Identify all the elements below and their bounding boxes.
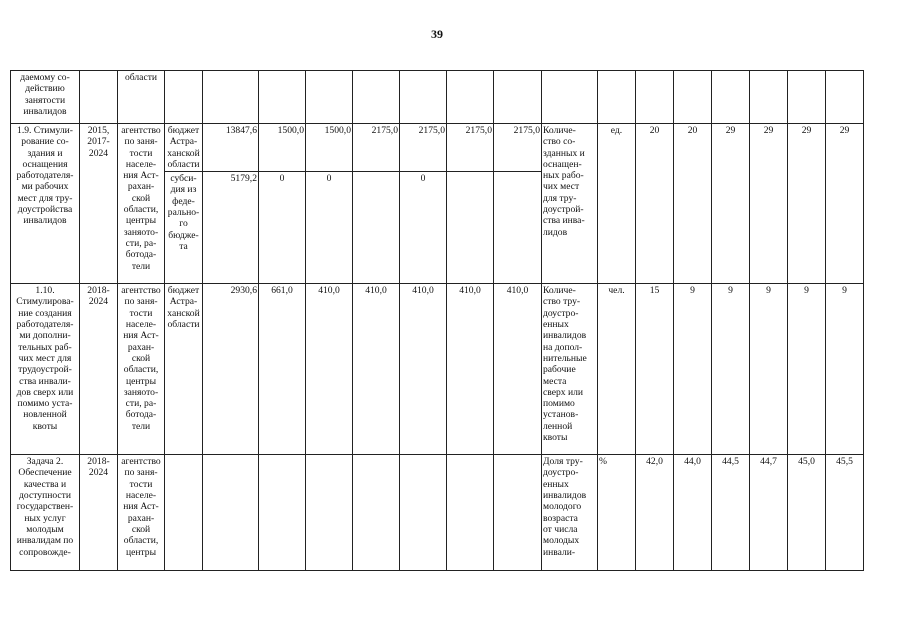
- unit-cell: чел.: [598, 284, 636, 455]
- amount-cell: [494, 172, 542, 284]
- executor-cell: агентство по заня- тости населе- ния Аст- рахан- ской области, центры: [118, 455, 165, 571]
- amount-cell: [203, 455, 259, 571]
- amount-cell: 2175,0: [400, 124, 447, 172]
- amount-cell: 2175,0: [447, 124, 494, 172]
- amount-cell: 13847,6: [203, 124, 259, 172]
- amount-cell: [447, 455, 494, 571]
- funding-source-cell: бюджет Астра- ханской области: [165, 124, 203, 172]
- program-table: [10, 70, 864, 571]
- years-cell: 2015, 2017- 2024: [80, 124, 118, 284]
- amount-cell: 0: [259, 172, 306, 284]
- target-cell: 9: [826, 284, 864, 455]
- table-row: [11, 455, 864, 571]
- measure-name-cell: 1.9. Стимули- рование со- здания и оснащения работодателя- ми рабочих мест для тру- доустройства инвалидов: [11, 124, 80, 284]
- amount-cell: 410,0: [447, 284, 494, 455]
- empty-cell: [750, 71, 788, 124]
- years-cell: 2018- 2024: [80, 455, 118, 571]
- target-cell: 45,5: [826, 455, 864, 571]
- empty-cell: [165, 71, 203, 124]
- target-cell: 9: [674, 284, 712, 455]
- amount-cell: 661,0: [259, 284, 306, 455]
- funding-source-cell: бюджет Астра- ханской области: [165, 284, 203, 455]
- table-row: [11, 284, 864, 455]
- amount-cell: 0: [400, 172, 447, 284]
- target-cell: 29: [712, 124, 750, 284]
- empty-cell: [674, 71, 712, 124]
- executor-cell: агентство по заня- тости населе- ния Аст- рахан- ской области, центры заняото- сти, ра- ботода- тели: [118, 124, 165, 284]
- target-cell: 29: [750, 124, 788, 284]
- empty-cell: [203, 71, 259, 124]
- years-cell: [80, 71, 118, 124]
- amount-cell: [400, 455, 447, 571]
- funding-source-cell: субси- дия из феде- рально- го бюдже- та: [165, 172, 203, 284]
- empty-cell: [598, 71, 636, 124]
- target-cell: 15: [636, 284, 674, 455]
- target-cell: 29: [788, 124, 826, 284]
- empty-cell: [712, 71, 750, 124]
- amount-cell: 410,0: [306, 284, 353, 455]
- amount-cell: 1500,0: [306, 124, 353, 172]
- empty-cell: [788, 71, 826, 124]
- amount-cell: 410,0: [400, 284, 447, 455]
- target-cell: 20: [674, 124, 712, 284]
- unit-cell: %: [598, 455, 636, 571]
- amount-cell: [353, 455, 400, 571]
- target-cell: 9: [750, 284, 788, 455]
- target-cell: 42,0: [636, 455, 674, 571]
- amount-cell: [259, 455, 306, 571]
- executor-cell: области: [118, 71, 165, 124]
- empty-cell: [826, 71, 864, 124]
- amount-cell: 410,0: [353, 284, 400, 455]
- target-cell: 9: [712, 284, 750, 455]
- amount-cell: [494, 455, 542, 571]
- measure-name-cell: Задача 2. Обеспечение качества и доступности государствен- ных услуг молодым инвалидам по сопровожде-: [11, 455, 80, 571]
- target-cell: 44,7: [750, 455, 788, 571]
- amount-cell: 2930,6: [203, 284, 259, 455]
- amount-cell: 5179,2: [203, 172, 259, 284]
- measure-name-cell: 1.10. Стимулирова- ние создания работодателя- ми дополни- тельных раб- чих мест для трудоустрой- ства инвали- дов сверх или помимо уста- новленной квоты: [11, 284, 80, 455]
- amount-cell: [306, 455, 353, 571]
- target-cell: 20: [636, 124, 674, 284]
- amount-cell: 0: [306, 172, 353, 284]
- amount-cell: 2175,0: [494, 124, 542, 172]
- empty-cell: [636, 71, 674, 124]
- measure-name-cell: даемому со- действию занятости инвалидов: [11, 71, 80, 124]
- table-row: [11, 71, 864, 124]
- empty-cell: [259, 71, 306, 124]
- target-cell: 44,5: [712, 455, 750, 571]
- executor-cell: агентство по заня- тости населе- ния Аст- рахан- ской области, центры заняото- сти, ра- ботода- тели: [118, 284, 165, 455]
- empty-cell: [494, 71, 542, 124]
- empty-cell: [400, 71, 447, 124]
- target-cell: 44,0: [674, 455, 712, 571]
- empty-cell: [447, 71, 494, 124]
- indicator-cell: Количе- ство со- зданных и оснащен- ных рабо- чих мест для тру- доустрой- ства инва- лидов: [542, 124, 598, 284]
- years-cell: 2018- 2024: [80, 284, 118, 455]
- funding-source-cell: [165, 455, 203, 571]
- target-cell: 29: [826, 124, 864, 284]
- amount-cell: [353, 172, 400, 284]
- indicator-cell: Количе- ство тру- доустро- енных инвалидов на допол- нительные рабочие места сверх или помимо установ- ленной квоты: [542, 284, 598, 455]
- page-number: 39: [431, 27, 443, 41]
- amount-cell: 1500,0: [259, 124, 306, 172]
- unit-cell: ед.: [598, 124, 636, 284]
- indicator-cell: Доля тру- доустро- енных инвалидов молодого возраста от числа молодых инвали-: [542, 455, 598, 571]
- empty-cell: [306, 71, 353, 124]
- empty-cell: [542, 71, 598, 124]
- amount-cell: 2175,0: [353, 124, 400, 172]
- table-row: [11, 124, 864, 172]
- target-cell: 9: [788, 284, 826, 455]
- target-cell: 45,0: [788, 455, 826, 571]
- amount-cell: 410,0: [494, 284, 542, 455]
- empty-cell: [353, 71, 400, 124]
- amount-cell: [447, 172, 494, 284]
